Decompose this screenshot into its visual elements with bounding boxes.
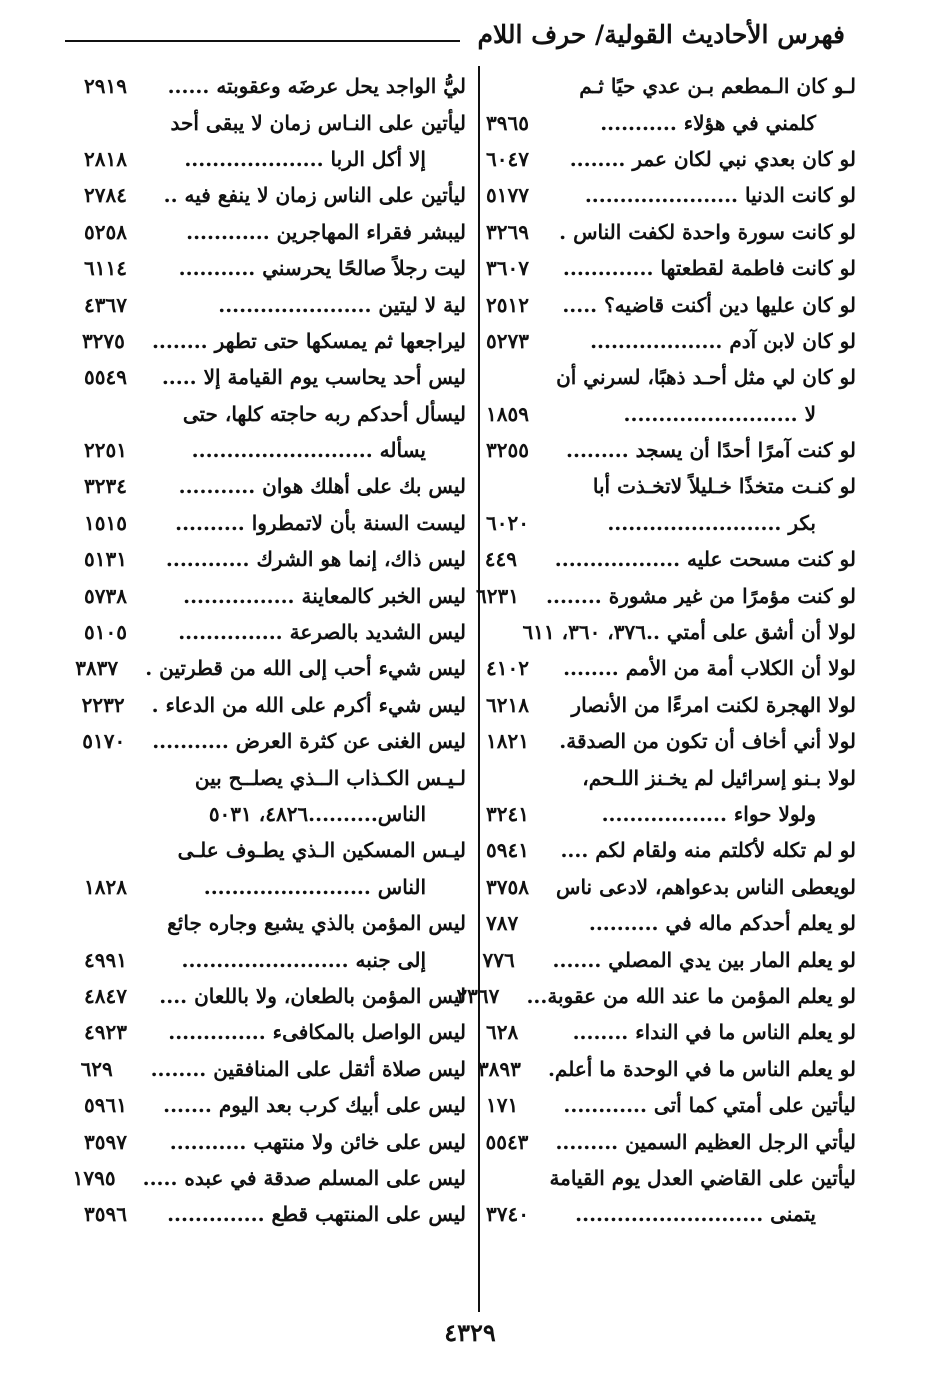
entry-text: ليأتين على الناس زمان لا ينفع فيه .. bbox=[163, 183, 466, 208]
entry-text: ليس المؤمن بالطعان، ولا باللعان .... bbox=[159, 983, 466, 1008]
entry-number: ٦٢٨ bbox=[486, 1020, 519, 1045]
entry-number: ١٥١٥ bbox=[84, 510, 127, 535]
entry-number: ٥٥٤٣ bbox=[485, 1129, 529, 1154]
entry-number: ٦٢٩ bbox=[80, 1056, 113, 1081]
entry-text: لا ......................... bbox=[623, 401, 816, 426]
entry-text: لو كنت مؤمرًا من غير مشورة ........ bbox=[546, 583, 856, 608]
index-entry bbox=[486, 250, 856, 286]
index-entry bbox=[486, 177, 856, 213]
index-entry bbox=[84, 1123, 466, 1159]
entry-text: لولا الهجرة لكنت امرءًا من الأنصار bbox=[571, 692, 856, 717]
index-column-right bbox=[456, 68, 856, 1233]
index-entry bbox=[84, 250, 466, 286]
entry-number: ٦٠٢٠ bbox=[486, 510, 529, 535]
entry-number: ٣٨٩٣ bbox=[477, 1056, 521, 1081]
entry-number: ٣٧٤٠ bbox=[486, 1202, 529, 1227]
entry-text: ليس شيء أكرم على الله من الدعاء . bbox=[151, 692, 466, 717]
index-entry bbox=[84, 869, 466, 905]
index-column-left bbox=[72, 68, 466, 1233]
entry-text: ولولا حواء .................. bbox=[601, 802, 816, 826]
entry-text: الناس ........................ bbox=[203, 874, 426, 899]
entry-number: ٣٢٦٩ bbox=[486, 219, 529, 244]
index-entry bbox=[80, 1051, 466, 1087]
entry-number: ٤٣٦٧ bbox=[84, 292, 127, 317]
entry-text: ليس الشديد بالصرعة ............... bbox=[178, 620, 466, 645]
entry-text: ليس على المسلم صدقة في عبده ..... bbox=[142, 1165, 466, 1190]
entry-text: ليسأل أحدكم ربه حاجته كلها، حتى bbox=[182, 401, 466, 426]
index-entry bbox=[486, 832, 856, 868]
index-entry bbox=[84, 177, 466, 213]
entry-text: لو يعلم الناس ما في الوحدة ما أعلم. bbox=[547, 1056, 856, 1081]
entry-text: ليس على المنتهب قطع .............. bbox=[167, 1202, 466, 1227]
index-entry bbox=[84, 541, 466, 577]
entry-number: ٣٥٩٦ bbox=[84, 1202, 127, 1227]
index-entry bbox=[75, 650, 466, 686]
entry-text: لو كنـت متخذًا خـليلاً لاتخـذت أبا bbox=[592, 474, 856, 499]
entry-text: لو كانت سورة واحدة لكفت الناس . bbox=[559, 219, 856, 244]
entry-number: ٥١٠٥ bbox=[84, 620, 127, 645]
entry-number: ٥٢٧٣ bbox=[486, 328, 529, 353]
entry-number: ٦٢٣١ bbox=[476, 583, 520, 608]
entry-number: ٤٤٩ bbox=[484, 547, 517, 572]
entry-text: ليأتين على القاضي العدل يوم القيامة bbox=[549, 1165, 856, 1190]
entry-number: ٢٣٦٧ bbox=[456, 983, 500, 1008]
index-entry bbox=[486, 759, 856, 795]
index-entry bbox=[84, 1196, 466, 1232]
entry-text: ليأتي الرجل العظيم السمين ......... bbox=[555, 1129, 856, 1154]
entry-text: لية لا ليتين ...................... bbox=[218, 292, 466, 317]
index-entry bbox=[482, 941, 856, 977]
entry-number: ٦٠٤٧ bbox=[486, 146, 529, 171]
entry-number: ٢٧٨٤ bbox=[84, 183, 127, 208]
index-entry bbox=[486, 1160, 856, 1196]
entry-number: ٥١٧٠ bbox=[82, 729, 126, 754]
entry-text: لويعطى الناس بدعواهم، لادعى ناس bbox=[556, 874, 856, 899]
entry-number: ٢٩١٩ bbox=[84, 74, 127, 99]
index-entry bbox=[486, 796, 856, 832]
entry-number: ٣٥٩٧ bbox=[84, 1129, 127, 1154]
entry-text: ليبشر فقراء المهاجرين ............ bbox=[186, 219, 466, 244]
column-divider bbox=[478, 66, 480, 1312]
entry-text: ليست السنة بأن لاتمطروا .......... bbox=[175, 510, 466, 535]
entry-number: ١٧٩٥ bbox=[72, 1165, 116, 1190]
index-entry bbox=[84, 286, 466, 322]
index-entry bbox=[486, 286, 856, 322]
entry-text: كلمني في هؤلاء ........... bbox=[600, 110, 816, 135]
entry-text: إلا أكل الربا .................... bbox=[184, 146, 426, 171]
index-entry bbox=[84, 723, 466, 759]
entry-text: ليـس المسكين الـذي يطـوف علـى bbox=[177, 838, 466, 863]
entry-text: ليس الواصل بالمكافىء .............. bbox=[168, 1020, 466, 1045]
entry-text: لو كانت الدنيا ...................... bbox=[584, 183, 856, 208]
index-entry bbox=[486, 687, 856, 723]
entry-text: لو كان لابن آدم ................... bbox=[590, 328, 856, 353]
entry-number: ٣٢٤١ bbox=[486, 802, 529, 826]
index-entry bbox=[84, 577, 466, 613]
entry-text: ليس المؤمن بالذي يشبع وجاره جائع bbox=[167, 911, 466, 936]
entry-text: لولا أن أشق على أمتي ..٣٧٦، ٣٦٠، ٦١١ bbox=[522, 620, 856, 645]
entry-text: ليت رجلاً صالحًا يحرسني ........... bbox=[178, 256, 466, 281]
entry-text: لو كانت فاطمة لقطعتها ............. bbox=[562, 256, 856, 281]
entry-text: لولا أني أخاف أن تكون من الصدقة. bbox=[559, 729, 856, 754]
header-rule bbox=[65, 40, 460, 42]
index-entry bbox=[84, 759, 466, 795]
index-entry bbox=[84, 468, 466, 504]
index-entry bbox=[486, 359, 856, 395]
entry-text: ليأتين على أمتي كما أتى ............ bbox=[563, 1093, 856, 1118]
index-entry bbox=[486, 869, 856, 905]
index-entry bbox=[486, 1123, 856, 1159]
index-entry bbox=[84, 214, 466, 250]
entry-text: ليس على خائن ولا منتهب ........... bbox=[169, 1129, 466, 1154]
index-entry bbox=[486, 468, 856, 504]
entry-number: ٥٧٣٨ bbox=[84, 583, 127, 608]
page-header bbox=[65, 18, 845, 50]
entry-text: ليس الخبر كالمعاينة ................ bbox=[183, 583, 466, 608]
entry-text: ليراجعها ثم يمسكها حتى تطهر ........ bbox=[151, 328, 466, 353]
entry-text: ليس الغنى عن كثرة العرض ........... bbox=[152, 729, 466, 754]
entry-number: ٣٦٠٧ bbox=[486, 256, 529, 281]
entry-number: ٥٩٤١ bbox=[486, 838, 529, 863]
entry-text: لـيـس الكـذاب الــذي يصلــح بين bbox=[194, 765, 466, 790]
index-entry bbox=[486, 905, 856, 941]
entry-number: ٣٢٥٥ bbox=[486, 438, 529, 463]
entry-number: ٥١٧٧ bbox=[486, 183, 529, 208]
entry-text: بكر ......................... bbox=[607, 510, 816, 535]
index-entry bbox=[486, 1014, 856, 1050]
index-entry bbox=[84, 68, 466, 104]
entry-number: ٤٩٩١ bbox=[84, 947, 127, 972]
entry-number: ٢٨١٨ bbox=[84, 146, 127, 171]
index-entry bbox=[84, 1087, 466, 1123]
index-entry bbox=[476, 577, 856, 613]
index-entry bbox=[72, 1160, 466, 1196]
entry-text: لو كان عليها دين أكنت قاضيه؟ ..... bbox=[562, 292, 856, 317]
entry-number: ١٨٢١ bbox=[486, 729, 529, 754]
index-entry bbox=[84, 396, 466, 432]
entry-text: يتمنى ........................... bbox=[575, 1202, 816, 1227]
index-entry bbox=[486, 505, 856, 541]
entry-text: لولا بـنو إسرائيل لم يخـنز اللـحم، bbox=[582, 765, 856, 790]
entry-number: ٣٩٦٥ bbox=[486, 110, 529, 135]
entry-number: ٧٨٧ bbox=[486, 911, 519, 936]
entry-number: ٣٢٣٤ bbox=[84, 474, 127, 499]
entry-text: لو يعلم الناس ما في النداء ........ bbox=[572, 1020, 856, 1045]
entry-text: لو كان لي مثل أحـد ذهبًا، لسرني أن bbox=[556, 365, 856, 390]
entry-number: ٤٨٤٧ bbox=[84, 983, 127, 1008]
entry-number: ٥٢٥٨ bbox=[84, 219, 127, 244]
index-entry bbox=[84, 141, 466, 177]
entry-number: ٤١٠٢ bbox=[486, 656, 529, 681]
index-entry bbox=[486, 68, 856, 104]
index-entry bbox=[486, 104, 856, 140]
entry-number: ٦١١٤ bbox=[84, 256, 127, 281]
entry-text: لو كنت آمرًا أحدًا أن يسجد ......... bbox=[566, 438, 856, 463]
page-number: ٤٣٢٩ bbox=[444, 1318, 496, 1347]
entry-text: الناس..........٤٨٢٦، ٥٠٣١ bbox=[208, 802, 426, 826]
entry-number: ١٨٢٨ bbox=[84, 874, 127, 899]
entry-text: ليس صلاة أثقل على المنافقين ........ bbox=[150, 1056, 466, 1081]
index-entry bbox=[81, 323, 466, 359]
index-entry bbox=[486, 141, 856, 177]
entry-text: لو كنت مسحت عليه .................. bbox=[554, 547, 856, 572]
entry-text: يسأله .......................... bbox=[191, 438, 426, 463]
entry-text: لـو كان الـمطعم بـن عدي حيًا ثـم bbox=[579, 74, 856, 99]
index-entry bbox=[486, 541, 856, 577]
index-entry bbox=[84, 104, 466, 140]
entry-text: لولا أن الكلاب أمة من الأمم ........ bbox=[563, 656, 856, 681]
entry-number: ٥١٣١ bbox=[84, 547, 127, 572]
index-entry bbox=[84, 505, 466, 541]
entry-text: ليس بك على أهلك هوان ........... bbox=[178, 474, 466, 499]
entry-text: ليأتين على النـاس زمان لا يبقى أحد bbox=[170, 110, 466, 135]
entry-number: ٥٩٦١ bbox=[84, 1093, 127, 1118]
index-entry bbox=[84, 359, 466, 395]
entry-number: ٥٥٤٩ bbox=[84, 365, 127, 390]
entry-number: ٣٢٧٥ bbox=[81, 328, 125, 353]
index-entry bbox=[84, 832, 466, 868]
index-entry bbox=[486, 614, 856, 650]
entry-number: ٤٩٢٣ bbox=[84, 1020, 127, 1045]
entry-number: ٢٥١٢ bbox=[486, 292, 529, 317]
index-entry bbox=[486, 396, 856, 432]
index-entry bbox=[486, 650, 856, 686]
entry-text: ليُّ الواجد يحل عرضَه وعقوبته ...... bbox=[167, 74, 466, 99]
entry-text: لو يعلم المار بين يدي المصلي ....... bbox=[552, 947, 856, 972]
index-entry bbox=[486, 723, 856, 759]
index-entry bbox=[486, 1196, 856, 1232]
entry-text: ليس أحد يحاسب يوم القيامة إلا ..... bbox=[161, 365, 466, 390]
entry-text: لو يعلم أحدكم ماله في .......... bbox=[588, 911, 856, 936]
index-entry bbox=[486, 1087, 856, 1123]
index-entry bbox=[84, 941, 466, 977]
index-entry bbox=[486, 323, 856, 359]
index-entry bbox=[456, 978, 856, 1014]
index-entry bbox=[84, 614, 466, 650]
entry-number: ٣٧٥٨ bbox=[486, 874, 529, 899]
index-entry bbox=[486, 432, 856, 468]
entry-number: ١٧١ bbox=[486, 1093, 519, 1118]
index-entry bbox=[477, 1051, 856, 1087]
entry-text: إلى جنبه ........................ bbox=[181, 947, 426, 972]
index-entry bbox=[84, 1014, 466, 1050]
entry-text: لو لم تكله لأكلتم منه ولقام لكم .... bbox=[560, 838, 856, 863]
entry-text: ليس ذاك، إنما هو الشرك ............ bbox=[165, 547, 466, 572]
index-entry bbox=[81, 687, 466, 723]
entry-text: لو يعلم المؤمن ما عند الله من عقوبة... bbox=[526, 983, 856, 1008]
index-entry bbox=[84, 796, 466, 832]
index-entry bbox=[486, 214, 856, 250]
entry-text: لو كان بعدي نبي لكان عمر ........ bbox=[569, 146, 856, 171]
page-title: فهرس الأحاديث القولية/ حرف اللام bbox=[477, 19, 845, 49]
entry-number: ١٨٥٩ bbox=[486, 401, 529, 426]
entry-number: ٧٧٦ bbox=[482, 947, 515, 972]
index-entry bbox=[84, 978, 466, 1014]
entry-number: ٦٢١٨ bbox=[486, 692, 529, 717]
entry-number: ٢٢٥١ bbox=[84, 438, 127, 463]
index-entry bbox=[84, 905, 466, 941]
entry-number: ٣٨٣٧ bbox=[75, 656, 119, 681]
entry-text: ليس شيء أحب إلى الله من قطرتين . bbox=[145, 656, 466, 681]
entry-text: ليس على أبيك كرب بعد اليوم ....... bbox=[163, 1093, 466, 1118]
entry-number: ٢٢٣٢ bbox=[81, 692, 125, 717]
index-entry bbox=[84, 432, 466, 468]
